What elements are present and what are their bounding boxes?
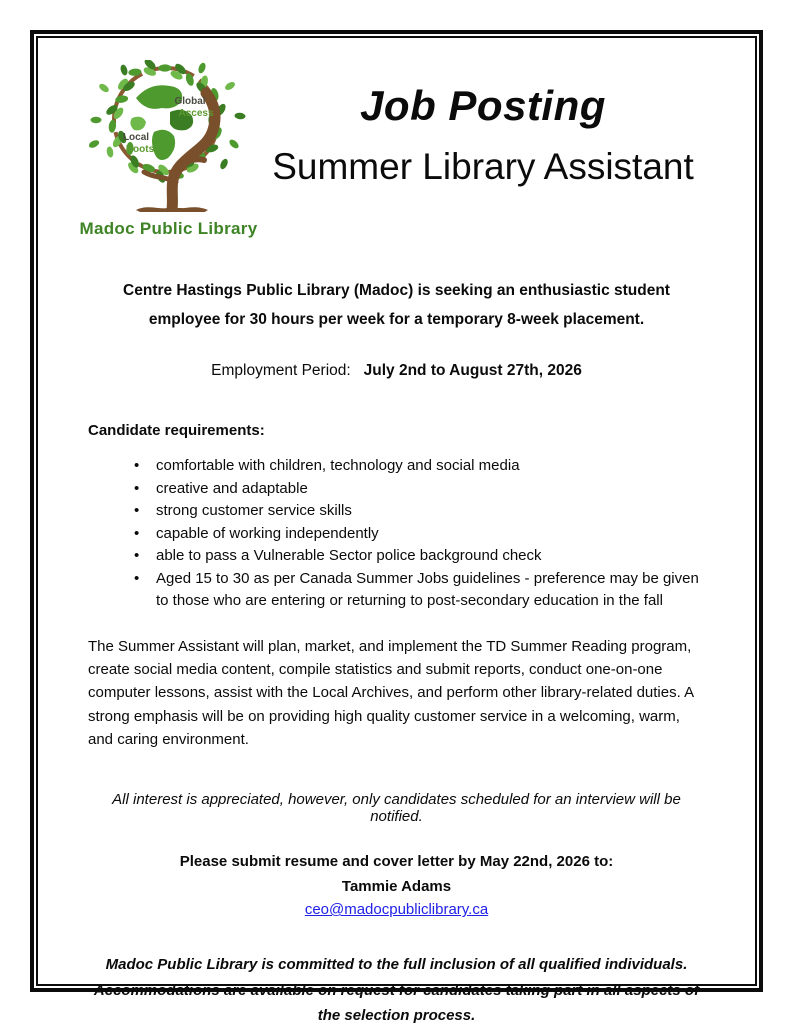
intro-paragraph: Centre Hastings Public Library (Madoc) is seeking an enthusiastic student employee for 30 hours per week for a temporary 8-week placement. (123, 282, 670, 328)
title-block (261, 60, 705, 188)
submit-instruction: Please submit resume and cover letter by May 22nd, 2026 to: (179, 853, 614, 871)
header (79, 60, 705, 239)
page-content (38, 38, 755, 1024)
tree-globe-logo-icon (84, 60, 254, 212)
requirement-item: • Aged 15 to 30 as per Canada Summer Jobs guidelines - preference may be given to those who are entering or returning to post-secondary education in the fall (134, 568, 705, 613)
globe-label-local: Local (122, 132, 149, 143)
globe-label-access: Access (177, 108, 214, 119)
globe-label-global: Global (173, 96, 206, 107)
requirements-heading: Candidate requirements: (88, 422, 265, 440)
page-border-inner (36, 36, 757, 1024)
globe-label-roots: Roots (125, 144, 154, 155)
requirement-item: • strong customer service skills (134, 500, 705, 523)
page-title: Job Posting (360, 82, 606, 129)
employment-period-value: July 2nd to August 27th, 2026 (363, 362, 582, 380)
requirement-item: • creative and adaptable (134, 478, 705, 501)
requirement-item: • comfortable with children, technology and social media (134, 455, 705, 478)
employment-period-label: Employment Period: (211, 362, 351, 380)
contact-name: Tammie Adams (341, 878, 452, 896)
employment-period-line (88, 362, 705, 380)
role-description: The Summer Assistant will plan, market, and implement the TD Summer Reading program, create social media content, compile statistics and submit reports, conduct one-on-one computer lessons, assist with the Local Archives, and perform other library-related duties. A strong emphasis will be on providing high quality customer service in a welcoming, warm, and caring environment. (88, 637, 694, 748)
interview-notice: All interest is appreciated, however, only candidates scheduled for an interview will be notified. (112, 791, 681, 826)
requirement-item: • able to pass a Vulnerable Sector police background check (134, 545, 705, 568)
page-subtitle: Summer Library Assistant (272, 146, 694, 187)
page-border-outer (30, 30, 763, 1024)
logo-caption: Madoc Public Library (79, 219, 258, 238)
requirement-item: • capable of working independently (134, 523, 705, 546)
inclusion-statement: Madoc Public Library is committed to the full inclusion of all qualified individuals. Accommodations are available on request for candidates taking part in all aspects of the selection process. (93, 956, 700, 1024)
contact-email-link[interactable]: ceo@madocpubliclibrary.ca (304, 901, 489, 919)
application-instructions (88, 853, 705, 918)
library-logo (76, 60, 261, 239)
requirements-list (88, 455, 705, 613)
